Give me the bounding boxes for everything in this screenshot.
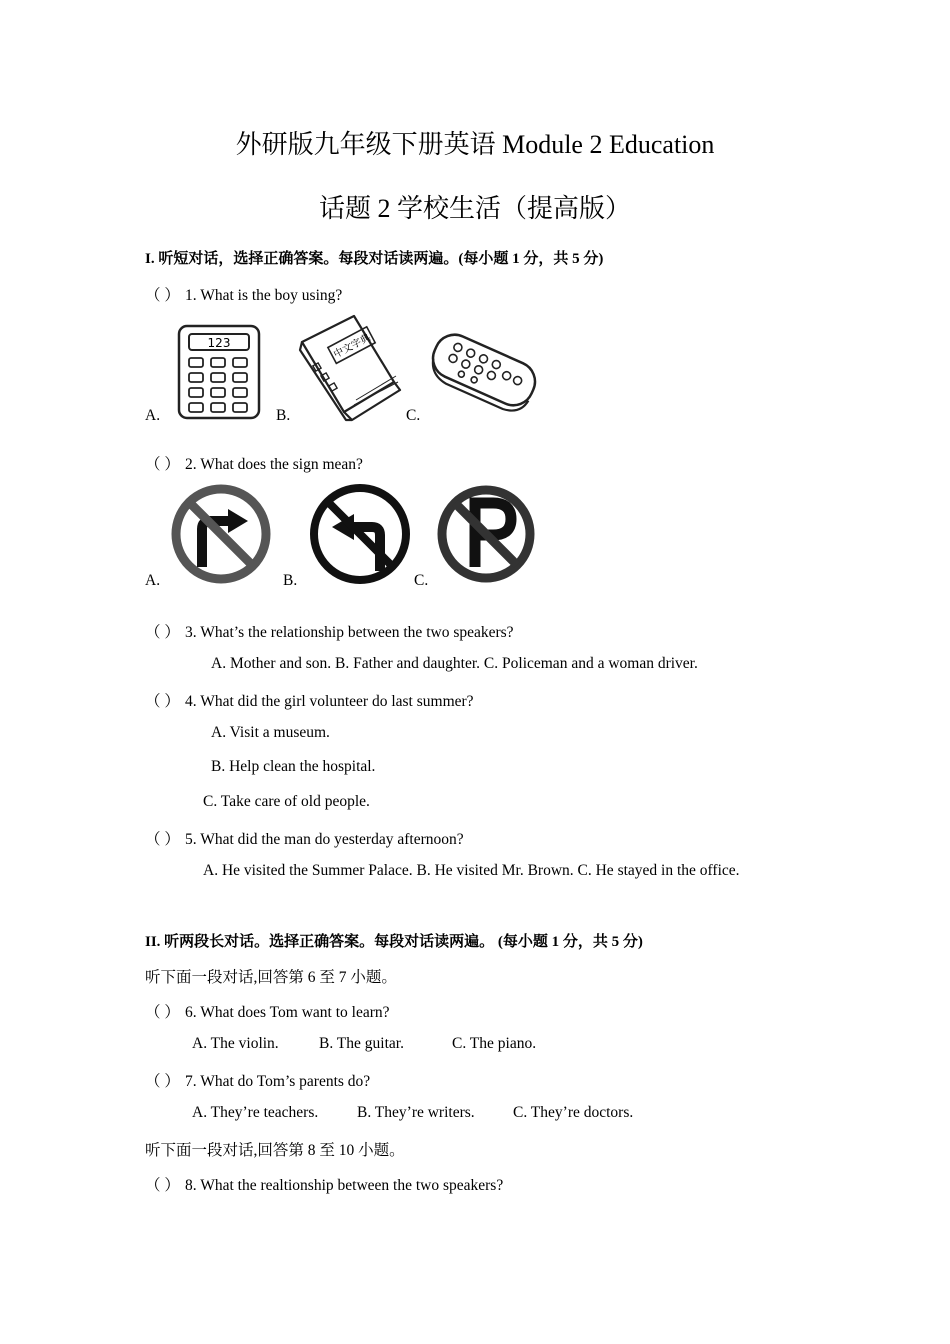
option-b-label: B. [283, 572, 298, 589]
option-c-label: C. [414, 572, 429, 589]
option-b: B. They’re writers. [357, 1104, 475, 1121]
question-text: 2. What does the sign mean? [185, 456, 363, 473]
question-2 [145, 452, 363, 474]
question-text: 8. What the realtionship between the two speakers? [185, 1177, 504, 1194]
answer-blank[interactable]: （ ） [145, 1073, 180, 1090]
question-3 [145, 620, 514, 642]
option-a: A. They’re teachers. [192, 1104, 319, 1121]
section-1-heading: I. 听短对话，选择正确答案。每段对话读两遍。(每小题 1 分，共 5 分) [145, 251, 604, 267]
no-left-turn-sign-icon [306, 481, 414, 587]
option-a: A. Visit a museum. [211, 724, 330, 741]
question-6 [145, 1000, 390, 1022]
answer-blank[interactable]: （ ） [145, 693, 180, 710]
remote-control-image [425, 322, 543, 418]
dialogue-1-intro: 听下面一段对话,回答第 6 至 7 小题。 [145, 969, 397, 986]
question-text: 4. What did the girl volunteer do last summer? [185, 693, 474, 710]
dictionary-cover-text: 中文字典 [331, 332, 373, 361]
page-subtitle: 话题 2 学校生活（提高版） [318, 194, 631, 223]
option-c-label: C. [406, 407, 421, 424]
question-3-options: A. Mother and son. B. Father and daughter. C. Policeman and a woman driver. [211, 655, 698, 672]
question-text: 6. What does Tom want to learn? [185, 1004, 390, 1021]
question-5 [145, 827, 464, 849]
question-text: 3. What’s the relationship between the two speakers? [185, 624, 514, 641]
option-b: B. Help clean the hospital. [211, 758, 376, 775]
dialogue-2-intro: 听下面一段对话,回答第 8 至 10 小题。 [145, 1142, 405, 1159]
question-4 [145, 689, 474, 711]
option-b-label: B. [276, 407, 291, 424]
question-8 [145, 1173, 503, 1195]
question-7 [145, 1069, 370, 1091]
option-a: A. The violin. [192, 1035, 279, 1052]
dictionary-image [296, 312, 404, 424]
section-2-heading: II. 听两段长对话。选择正确答案。每段对话读两遍。 (每小题 1 分，共 5 分) [145, 934, 643, 950]
answer-blank[interactable]: （ ） [145, 1004, 180, 1021]
option-c: C. They’re doctors. [513, 1104, 634, 1121]
option-a-label: A. [145, 407, 161, 424]
question-text: 7. What do Tom’s parents do? [185, 1073, 371, 1090]
answer-blank[interactable]: （ ） [145, 624, 180, 641]
option-c: C. The piano. [452, 1035, 537, 1052]
no-right-turn-sign-icon [168, 483, 274, 585]
option-c: C. Take care of old people. [203, 793, 370, 810]
calculator-display-text: 123 [207, 336, 231, 350]
answer-blank[interactable]: （ ） [145, 1177, 180, 1194]
answer-blank[interactable]: （ ） [145, 831, 180, 848]
page-title: 外研版九年级下册英语 Module 2 Education [235, 130, 715, 159]
question-text: 5. What did the man do yesterday afternoon? [185, 831, 464, 848]
question-5-options: A. He visited the Summer Palace. B. He visited Mr. Brown. C. He stayed in the office. [203, 862, 740, 879]
answer-blank[interactable]: （ ） [145, 456, 180, 473]
option-a-label: A. [145, 572, 161, 589]
answer-blank[interactable]: （ ） [145, 287, 180, 304]
question-1 [145, 283, 342, 305]
option-b: B. The guitar. [319, 1035, 404, 1052]
no-parking-sign-icon [435, 483, 537, 585]
question-text: 1. What is the boy using? [185, 287, 343, 304]
calculator-image [175, 322, 263, 422]
